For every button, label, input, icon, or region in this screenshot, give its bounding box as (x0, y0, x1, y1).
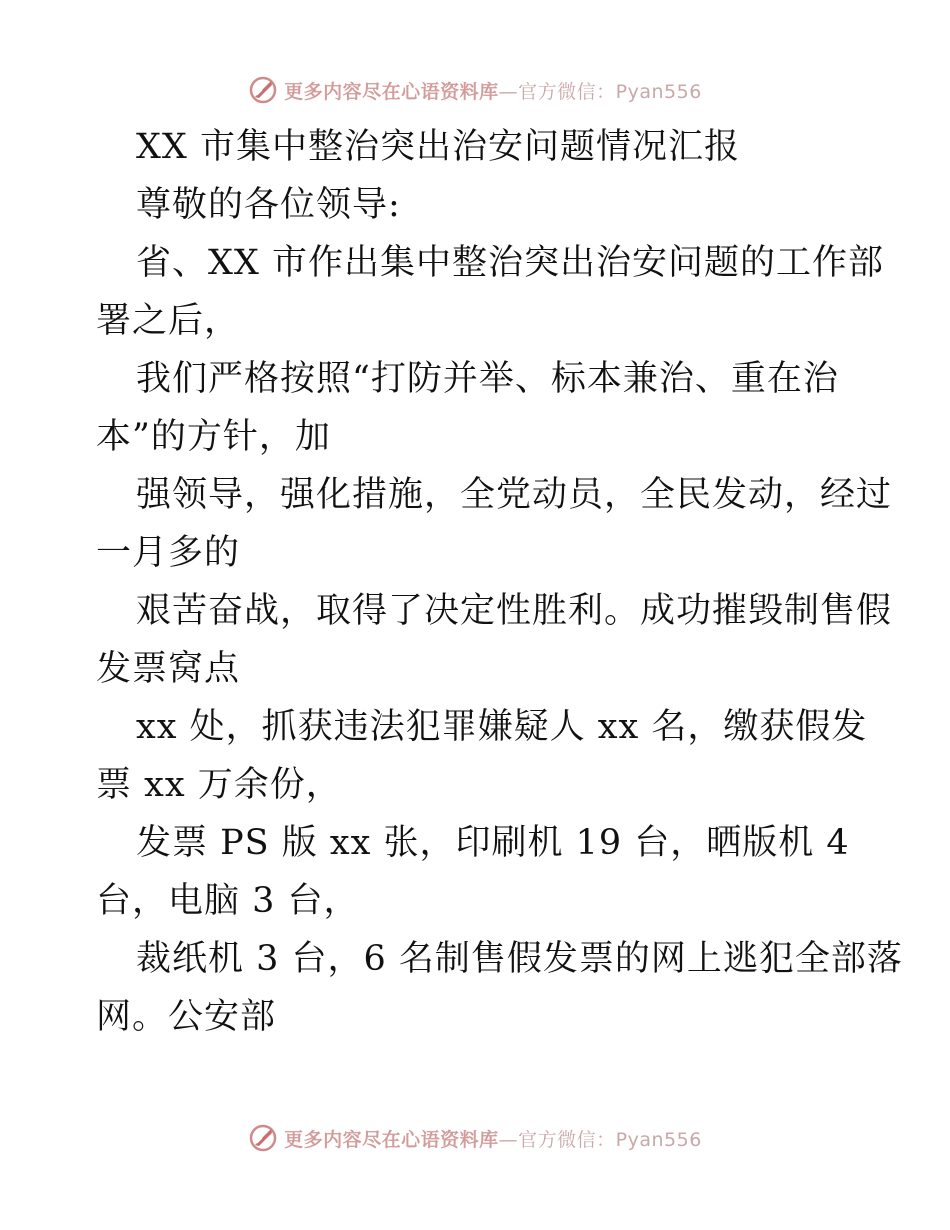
paragraph-line: 发票 PS 版 xx 张，印刷机 19 台，晒版机 4 (136, 823, 850, 863)
paragraph-line: 票 xx 万余份， (96, 765, 342, 805)
salutation: 尊敬的各位领导: (136, 185, 401, 225)
quill-pen-icon (248, 75, 278, 105)
banner-separator: — (498, 1128, 519, 1151)
paragraph-line: 发票窝点 (96, 649, 241, 689)
document-title: XX 市集中整治突出治安问题情况汇报 (136, 127, 740, 167)
banner-contact-text: 官方微信：Pyan556 (518, 1128, 702, 1151)
paragraph-line: xx 处，抓获违法犯罪嫌疑人 xx 名，缴获假发 (136, 707, 868, 747)
document-body (96, 118, 903, 1046)
banner-contact-text: 官方微信：Pyan556 (518, 80, 702, 103)
paragraph-line: 强领导，强化措施，全党动员，全民发动，经过 (136, 475, 893, 515)
paragraph-line: 裁纸机 3 台，6 名制售假发票的网上逃犯全部落 (136, 939, 903, 979)
header-watermark-banner (0, 70, 950, 110)
paragraph-line: 省、XX 市作出集中整治突出治安问题的工作部 (136, 243, 884, 283)
paragraph-line: 艰苦奋战，取得了决定性胜利。成功摧毁制售假 (136, 591, 893, 631)
banner-brand-text: 更多内容尽在心语资料库 (284, 1128, 499, 1151)
paragraph-line: 我们严格按照“打防并举、标本兼治、重在治 (136, 359, 839, 399)
quill-pen-icon (248, 1123, 278, 1153)
paragraph-line: 网。公安部 (96, 997, 277, 1037)
paragraph-line: 署之后， (96, 301, 241, 341)
banner-separator: — (498, 80, 519, 103)
paragraph-line: 一月多的 (96, 533, 241, 573)
footer-watermark-banner (0, 1118, 950, 1158)
paragraph-line: 本”的方针，加 (96, 417, 331, 457)
paragraph-line: 台，电脑 3 台， (96, 881, 360, 921)
banner-brand-text: 更多内容尽在心语资料库 (284, 80, 499, 103)
